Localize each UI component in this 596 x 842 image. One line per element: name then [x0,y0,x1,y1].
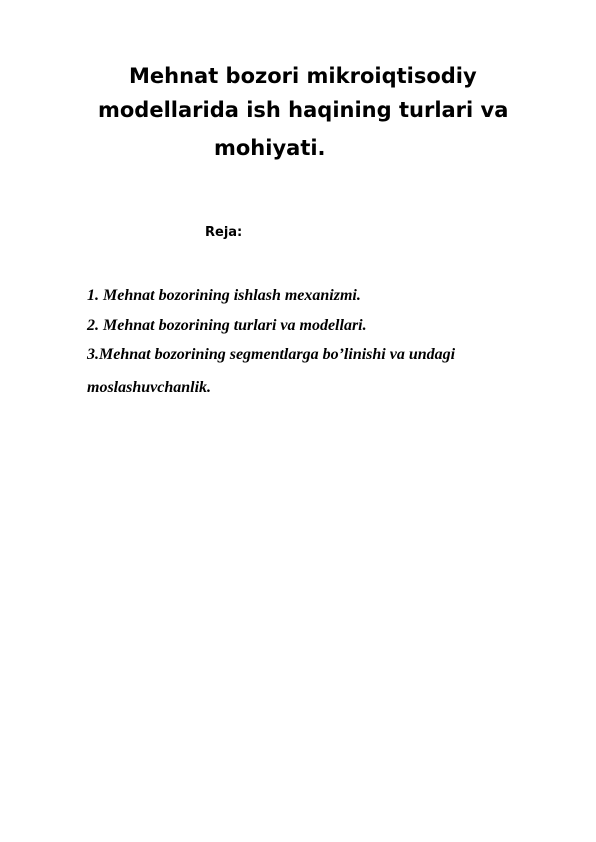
document-title-line-1: Mehnat bozori mikroiqtisodiy [129,64,477,88]
plan-item-3-continuation: moslashuvchanlik. [87,379,212,396]
document-title-line-3: mohiyati. [214,136,326,160]
plan-item-2: 2. Mehnat bozorining turlari va modellari. [87,317,367,334]
document-title-line-2: modellarida ish haqining turlari va [98,98,509,122]
plan-item-1: 1. Mehnat bozorining ishlash mexanizmi. [87,287,361,304]
plan-heading: Reja: [205,225,243,240]
plan-item-3: 3.Mehnat bozorining segmentlarga bo’linishi va undagi [87,346,456,363]
